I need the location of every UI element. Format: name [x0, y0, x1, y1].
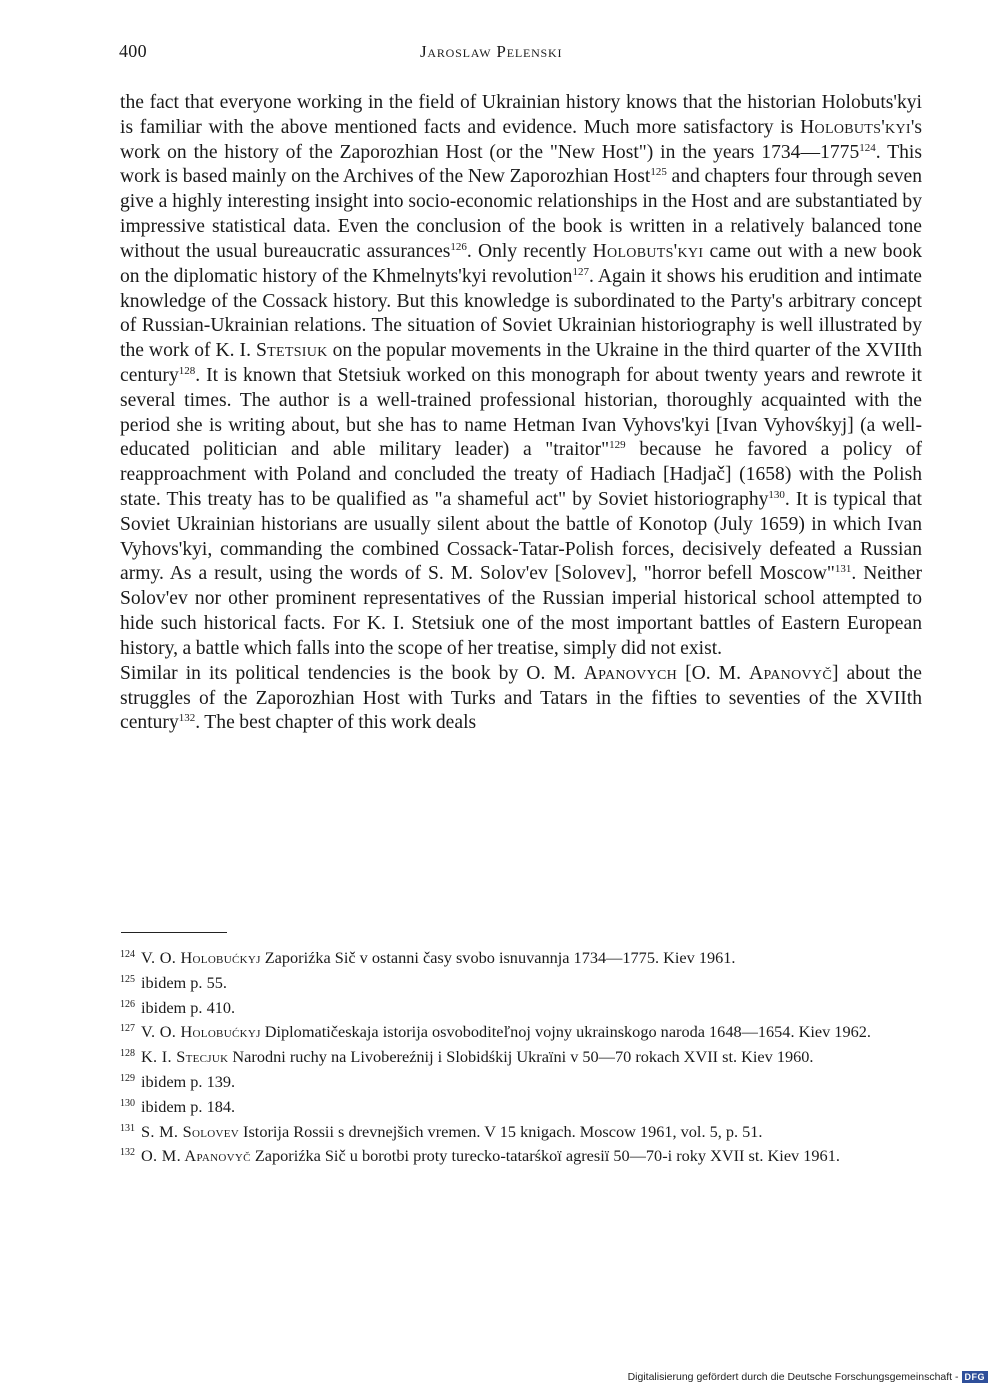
- footnote-129: [120, 1072, 922, 1092]
- page-number: 400: [119, 41, 147, 61]
- author-name: Apanovych: [583, 662, 678, 684]
- footnotes: [120, 948, 922, 1171]
- footnote-text: ibidem p. 139.: [141, 1071, 236, 1091]
- text-run: came out with a new book on the diplomatic history of the Khmelnyts'kyi revolution: [120, 240, 922, 287]
- footnote-number: 127: [120, 1023, 135, 1035]
- text-run: . The best chapter of this work deals: [195, 712, 477, 734]
- text-run: . Again it shows his erudition and intimate knowledge of the Cossack history. But this knowledge is subordinated to the Party's arbitrary concept of Russian-Ukrainian relations. The situation of Soviet Ukrainian historiography is well illustrated by the work of K. I.: [120, 265, 922, 362]
- author-name: Apanovyč: [749, 662, 832, 684]
- text-run: on the popular movements in the Ukraine in the third quarter of the XVIIth century: [120, 340, 922, 386]
- footnote-ref: 130: [768, 489, 785, 501]
- text-run: . It is known that Stetsiuk worked on this monograph for about twenty years and rewrote it several times. The author is a well-trained professional historian, thoroughly acquainted with the period she is writing about, but she has to name Hetman Ivan Vyhovs'kyi [Ivan Vyhovśkyj] (a well-educated politician and able military leader) a "traitor": [120, 364, 922, 461]
- text-run: Similar in its political tendencies is the book by O. M.: [120, 662, 584, 684]
- footnote-text: ibidem p. 55.: [141, 972, 227, 992]
- dfg-logo-icon: DFG: [962, 1371, 989, 1383]
- footnote-author: V. O. Holobućkyj: [141, 1022, 261, 1042]
- digitization-credit: [628, 1371, 988, 1383]
- footnote-126: [120, 998, 922, 1018]
- text-run: . This work is based mainly on the Archives of the New Zaporozhian Host: [120, 141, 922, 188]
- author-name: Holobuts'kyi: [592, 240, 704, 262]
- author-name: Holobuts'kyi: [800, 116, 911, 138]
- body-text: [120, 91, 922, 736]
- footnote-author: K. I. Stecjuk: [141, 1047, 229, 1067]
- footnote-ref: 131: [834, 563, 852, 576]
- footnote-number: 129: [120, 1072, 135, 1084]
- footnote-text: Zaporiźka Sič u borotbi proty turecko-tatarśkoï agresiï 50—70-i roky XVII st. Kiev 1961.: [250, 1146, 840, 1166]
- footnote-text: Zaporiźka Sič v ostanni časy svobo isnuvannja 1734—1775. Kiev 1961.: [260, 948, 736, 967]
- text-run: because he favored a policy of reapproachment with Poland and concluded the treaty of Hadiach [Hadjač] (1658) with the Polish state. This treaty has to be qualified as "a shameful act" by Soviet historiography: [120, 439, 922, 510]
- text-run: . It is typical that Soviet Ukrainian historians are usually silent about the battle of Konotop (July 1659) in which Ivan Vyhovs'kyi, commanding the combined Cossack-Tatar-Polish forces, decisively defeated a Russian army. As a result, using the words of S. M. Solov'ev [Solovev], "horror befell Moscow": [120, 489, 922, 585]
- text-run: [O. M.: [677, 662, 750, 684]
- footnote-ref: 127: [572, 265, 589, 278]
- footnote-author: O. M. Apanovyč: [141, 1146, 251, 1166]
- text-run: the fact that everyone working in the field of Ukrainian history knows that the historian Holobuts'kyi is familiar with the above mentioned facts and evidence. Much more satisfactory is: [120, 92, 922, 138]
- footnote-ref: 132: [178, 712, 196, 725]
- running-head: Jaroslaw Pelenski: [420, 42, 563, 61]
- footnote-number: 132: [120, 1147, 135, 1159]
- footnote-text: Narodni ruchy na Livobereźnij i Slobidśkij Ukraïni v 50—70 rokach XVII st. Kiev 1960.: [228, 1047, 814, 1067]
- footnote-author: S. M. Solovev: [141, 1121, 239, 1141]
- footnote-ref: 126: [450, 240, 467, 253]
- paragraph: [120, 662, 922, 736]
- footnote-number: 124: [120, 949, 135, 960]
- footnote-text: Diplomatičeskaja istorija osvoboditeľnoj vojny ukrainskogo naroda 1648—1654. Kiev 1962.: [260, 1022, 871, 1042]
- text-run: . Only recently: [466, 240, 593, 262]
- footnote-number: 126: [120, 998, 135, 1010]
- footnote-text: Istorija Rossii s drevnejšich vremen. V 15 knigach. Moscow 1961, vol. 5, p. 51.: [238, 1121, 763, 1141]
- footnote-text: ibidem p. 184.: [141, 1096, 236, 1116]
- credit-text: Digitalisierung gefördert durch die Deutsche Forschungsgemeinschaft -: [627, 1371, 959, 1383]
- footnote-author: V. O. Holobućkyj: [141, 948, 261, 967]
- footnote-text: ibidem p. 410.: [141, 997, 236, 1017]
- paragraph: [120, 91, 922, 662]
- footnote-number: 125: [120, 973, 135, 985]
- footnote-ref: 125: [650, 166, 667, 179]
- footnote-128: [120, 1047, 922, 1067]
- footnote-rule: [121, 932, 227, 933]
- footnote-ref: 128: [178, 364, 196, 377]
- footnote-number: 131: [120, 1122, 135, 1134]
- footnote-131: [120, 1122, 922, 1142]
- footnote-124: [120, 948, 922, 968]
- text-run: ] about the struggles of the Zaporozhian Host with Turks and Tatars in the fifties to seventies of the XVIIth century: [120, 662, 922, 734]
- footnote-125: [120, 973, 922, 993]
- footnote-ref: 124: [859, 141, 876, 154]
- footnote-number: 128: [120, 1048, 135, 1060]
- footnote-130: [120, 1097, 922, 1117]
- footnote-127: [120, 1022, 922, 1042]
- text-run: . Neither Solov'ev nor other prominent representatives of the Russian imperial historical school attempted to hide such historical facts. For K. I. Stetsiuk one of the most important battles of Eastern European history, a battle which falls into the scope of her treatise, simply did not exist.: [120, 563, 922, 659]
- text-run: and chapters four through seven give a highly interesting insight into socio-economic relationships in the Host and are substantiated by impressive statistical data. Even the conclusion of the book is written in a relatively balanced tone without the usual bureaucratic assurances: [120, 166, 922, 262]
- text-run: 's work on the history of the Zaporozhian Host (or the "New Host") in the years 1734—1775: [120, 116, 922, 163]
- footnote-ref: 129: [609, 439, 626, 452]
- footnote-132: [120, 1146, 922, 1166]
- author-name: Stetsiuk: [255, 340, 328, 362]
- footnote-number: 130: [120, 1097, 135, 1109]
